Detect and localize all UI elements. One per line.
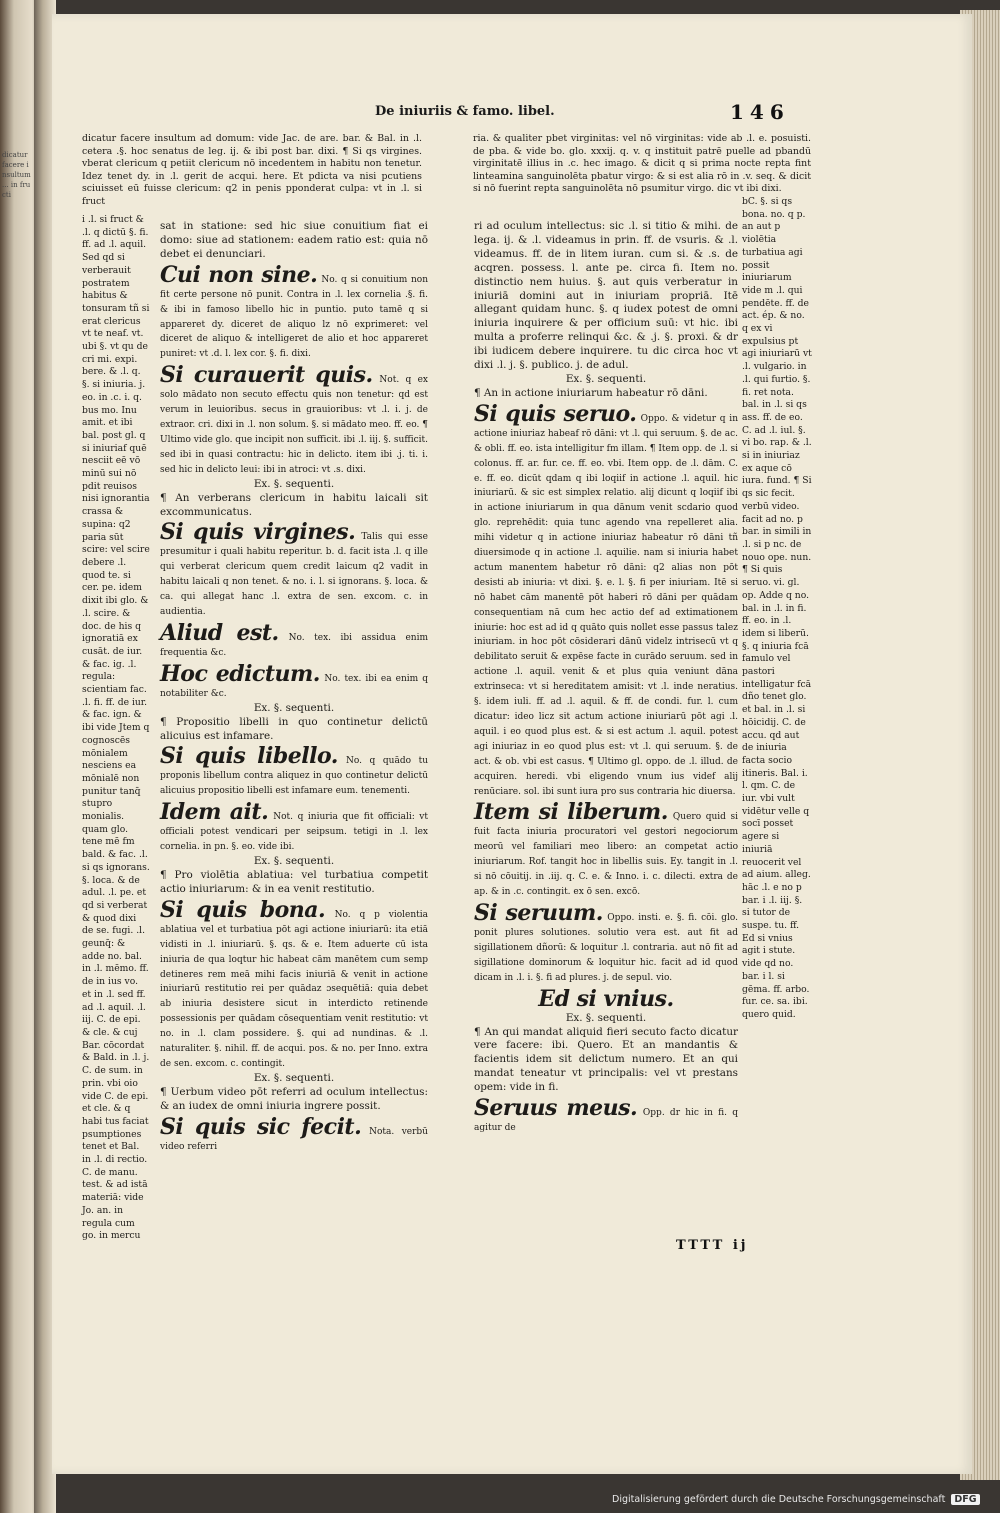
section-reference: Ex. §. sequenti. bbox=[565, 372, 647, 385]
col1-paragraph: Talis qui esse presumitur i quali habitu reperitur. b. d. facit ista .l. q ille qui verberat clericum quem credit laicum q2 vadit in habitu laicali q non tenet. & no. i. l. si ignorans. §. loca. & ca. qui allegat hanc .l. extra de sen. excom. c. in audientia. bbox=[160, 532, 428, 618]
col1-summary: ¶ Pro violētia ablatiua: vel turbatiua competit actio iniuriarum: & in ea venit restitutio. bbox=[160, 869, 428, 895]
col2-paragraph: Quero quid si fuit facta iniuria procuratori vel gestori negociorum meorū vel familiari meo libero: an competat actio iniuriarum. Rof. tangit hoc in libellis suis. Ey. tangit in .l. si nō cōuitij. in .iij. q. C. e. & Inno. i. c. dilecti. extra de ap. & in .c. contingit. ex ō sen. excō. bbox=[474, 812, 738, 898]
lemma-heading: Si quis sic fecit. bbox=[160, 1113, 362, 1140]
lemma-heading: Si quis virgines. bbox=[160, 519, 356, 546]
lemma-heading: Seruus meus. bbox=[474, 1095, 638, 1122]
section-reference: Ex. §. sequenti. bbox=[253, 477, 335, 490]
left-margin-notes bbox=[82, 214, 150, 1243]
col1-paragraph: No. q si conuitium non fit certe persone nō punit. Contra in .l. lex cornelia .§. fi. & ibi in famoso libello hic in puntio. puto tamē q si appareret dy. diceret de aliquo lz nō exprimeret: vel diceret de aliquo & intelligeret de alio et hoc appareret puniret: vt .d. l. lex cor. §. fi. dixi. bbox=[160, 274, 428, 360]
col1-paragraph: Not. q ex solo mādato non secuto effectu quis non tenetur: qd est verum in leuioribus. secus in grauioribus: vt .l. i. j. de extraor. cri. dixi in .l. non solum. §. si mādato meo. ff. eo. ¶ Ultimo vide glo. que incipit non sufficit. ibi .l. iij. §. sufficit. sed ibi in quasi contractu: hic in delicto. item ibi .j. ti. i. sed hic in delicto leui: ibi in atroci: vt .s. dixi. bbox=[160, 375, 428, 475]
running-head: De iniuriis & famo. libel. bbox=[375, 104, 555, 119]
digitization-footer bbox=[612, 1494, 980, 1505]
col1-summary: ¶ Uerbum video pōt referri ad oculum intellectus: & an iudex de omni iniuria ingrere possit. bbox=[160, 1085, 428, 1112]
col1-paragraph: Nota. verbū video referri bbox=[160, 1126, 428, 1152]
lemma-heading: Idem ait. bbox=[160, 799, 269, 826]
col2-summary: ¶ An qui mandat aliquid fieri secuto facto dicatur vere facere: ibi. Quero. Et an mandantis & facientis idem sit delictum numero. Et an qui mandat teneatur vt principalis: vel vt prestans opem: vide in fi. bbox=[474, 1025, 738, 1094]
lemma-heading: Cui non sine. bbox=[160, 261, 318, 288]
footer-credit-text: Digitalisierung gefördert durch die Deutsche Forschungsgemeinschaft bbox=[612, 1494, 946, 1505]
lemma-heading: Aliud est. bbox=[160, 619, 279, 646]
right-margin-text: bC. §. si qs bona. no. q p. an aut p violētia turbatiua agi possit iniuriarum vide m .l. qui pendēte. ff. de act. ép. & no. q ex vi expulsius pt agi iniuriarū vt .l. vulgario. in .l. qui furtio. §. fi. ret nota. bal. in .l. si qs ass. ff. de eo. C. ad .l. iul. §. vi bo. rap. & .l. si in iniuriaz ex aque cō iura. fund. ¶ Si qs sic fecit. verbū video. facit ad no. p bar. in simili in .l. si p nc. de nouo ope. nun. ¶ Si quis seruo. vi. gl. op. Adde q no. bal. in .l. in fi. ff. eo. in .l. idem si liberū. §. q iniuria fcā famulo vel pastori intelligatur fcā dño tenet glo. et bal. in .l. si hōicidij. C. de accu. qd aut de iniuria facta socio itineris. Bal. i. l. qm. C. de iur. vbi vult vidētur velle q socī posset agere si iniuriā reuocerit vel ad aium. alleg. hāc .l. e no p bar. i .l. iij. §. si tutor de suspe. tu. ff. Ed si vnius agit i stute. vide qd no. bar. i l. si gēma. ff. arbo. fur. ce. sa. ibi. quero quid. bbox=[742, 196, 812, 1020]
col1-paragraph: Not. q iniuria que fit officiali: vt officiali potest vendicari per seipsum. tetigi in .l. lex cornelia. in pn. §. eo. vide ibi. bbox=[160, 812, 429, 853]
lemma-heading: Ed si vnius. bbox=[538, 985, 674, 1012]
lemma-heading: Si quis libello. bbox=[160, 743, 338, 770]
left-margin-text: i .l. si fruct & .l. q dictū §. fi. ff. ad .l. aquil. Sed qd si verberauit postratem habitus & tonsuram tñ si erat clericus vt te neaf. vt. ubi §. vt qu de cri mi. expi. bere. & .l. q. §. si iniuria. j. eo. in .c. i. q. bus mo. Inu amit. et ibi bal. post gl. q si iniuriaf quē nesciit eē vō minū sui nō pdit reuisos nisi ignorantia crassa & supina: q2 paria sūt scire: vel scire debere .l. quod te. si cer. pe. idem dixit ibi glo. & .l. scire. & doc. de his q ignoratiā ex cusāt. de iur. & fac. ig. .l. regula: scientiam fac. .l. fi. ff. de iur. & fac. ign. & ibi vide Jtem q cognoscēs mōnialem nesciens ea mōnialē non punitur tanq̄ stupro monialis. quam glo. tene mē fm bald. & fac. .l. si qs ignorans. §. loca. & de adul. .l. pe. et qd si verberat & quod dixi de se. fugi. .l. geunq̄: & adde no. bal. in .l. mēmo. ff. de in ius vo. et in .l. sed ff. ad .l. aquil. .l. iij. C. de epi. & cle. & cuj Bar. cōcordat & Bald. in .l. j. C. de sum. in prin. vbi oio vide C. de epi. et cle. & q habi tus faciat psumptiones tenet et Bal. in .l. di rectio. C. de manu. test. & ad istā materiā: vide Jo. an. in regula cum go. in mercu bbox=[82, 214, 150, 1242]
section-reference: Ex. §. sequenti. bbox=[253, 855, 335, 868]
lemma-heading: Si curauerit quis. bbox=[160, 362, 373, 389]
col1-summary: ¶ An verberans clericum in habitu laicali sit excommunicatus. bbox=[160, 491, 428, 518]
lemma-heading: Item si liberum. bbox=[474, 799, 668, 826]
section-reference: Ex. §. sequenti. bbox=[253, 701, 335, 714]
lemma-heading: Si seruum. bbox=[474, 899, 603, 926]
lemma-heading: Si quis seruo. bbox=[474, 400, 637, 427]
top-left-gloss-text: dicatur facere insultum ad domum: vide Jac. de are. bar. & Bal. in .l. cetera .§. hoc senatus de leg. ij. & ibi post bar. dixi. ¶ Si qs virgines. vberat clericum q petiit clericum nō incedentem in habitu non tenetur. Idez tenet dy. in .l. gerit de acqui. here. Et pdicta va nisi pcutiens sciuisset eū fuisse clericum: q2 in penis pponderat culpa: vt in .l. si fruct bbox=[82, 133, 422, 207]
section-reference: Ex. §. sequenti. bbox=[565, 1011, 647, 1024]
col1-paragraph: No. q p violentia ablatiua vel et turbatiua pōt agi actione iniuriarū: ita etiā vidisti in .l. iniuriarū. §. qs. & e. Item aduerte cū ista iniuria de qua loqtur hic habeat cām manētem cum semp detineres rem meā mihi facis iniuriā & venit in actione iniuriarū restitutio rei per quādaz ɔsequētiā: quia debet ab iniuria desistere sicut in interdicto retinende possessionis per quādam cōsequentiam venit restitutio: vt no. in .l. clam possidere. §. qui ad nundinas. & .l. naturaliter. §. nihil. ff. de acqui. pos. & no. per Inno. extra de sen. excom. c. contingit. bbox=[160, 909, 428, 1069]
left-page-text-fragment: dicatur facere insultum ... in fructi bbox=[2, 151, 31, 199]
col2-paragraph: Oppo. insti. e. §. fi. cōi. glo. ponit plures solutiones. solutio vera est. aut fit ad sigillationem dñorū: & loquitur .l. contraria. aut nō fit ad sigillatione dominorum & loquitur hic. facit ad id quod dicam in .l. i. §. fi ad plures. j. de sepul. vio. bbox=[474, 912, 738, 983]
top-right-gloss-text: ria. & qualiter pbet virginitas: vel nō virginitas: vide ab .l. e. posuisti. de pba. & vide bo. glo. xxxij. q. v. q instituit patrē puelle ad pbandū virginitatē illius in .c. hec imago. & dicit q si prima nocte repta fint linteamina sanguinolēta pbatur virgo: & si est alia rō in .v. seq. & dicit si nō fuerint repta sanguinolēta nō psumitur virgo. dic vt ibi dixi. bbox=[473, 133, 811, 195]
col2-paragraph: ri ad oculum intellectus: sic .l. si titio & mihi. de lega. ij. & .l. videamus in prin. ff. de vsuris. & .l. videamus. ff. de in litem iuran. cum si. & .s. de acqren. possess. l. ante pe. circa fi. Item no. distinctio nem huius. §. aut quis verberatur in iniuriā domini aut in iniuriam propriā. Itē allegant quidam hunc. §. q iudex potest de omni iniuria inquirere & per officium suū: vt hic. ibi multa a proferre relinqui &c. & .j. §. proxi. & dr ibi iudicem debere inquirere. tu dic circa hoc vt dixi .l. j. §. publico. j. de adul. bbox=[474, 220, 738, 372]
top-left-gloss bbox=[82, 133, 422, 209]
col1-paragraph: No. q quādo tu proponis libellum contra aliquez in quo continetur delictū alicuius propositio libelli est infamare eum. tenementi. bbox=[160, 756, 428, 797]
col2-summary: ¶ An in actione iniuriarum habeatur rō dāni. bbox=[474, 386, 708, 399]
col1-paragraph: No. tex. ibi ea enim q notabiliter &c. bbox=[160, 673, 428, 699]
col2-paragraph: Oppo. & videtur q in actione iniuriaz habeaf rō dāni: vt .l. qui seruum. §. de ac. & obli. ff. eo. ista intelligitur fm illam. ¶ Item opp. de .l. si colonus. ff. ar. fur. ce. ff. eo. vbi. Item opp. de .l. dām. C. e. ff. eo. dicūt qdam q ibi loqiif in actione .l. aquil. hic iniuriarū. & sic est simplex relatio. alij dicunt q loqiif ibi in actione iniuriarum in qua dānum venit scdario quod glo. reprehēdit: quia tunc agendo vna repelleret alia. mihi videtur q in actione iniuriaz habeatur rō dāni tñ diuersimode q in actione .l. aquilie. nam si iniuria habet actum manentem habetur rō dāni: q2 alias non pōt desisti ab iniuria: vt dixi. §. e. l. §. fi per iniuriam. Itē si nō habet cām manentē pōt haberi rō dāni per quādam consequentiam nā cum hec actio def ad extimationem iniurie: hoc est ad id q quāto quis nollet esse passus talez iniuriam. in hoc pōt cōsiderari dānū videlz intrisecū vt q debilitato seruit & expēse facte in curādo seruum. sed in actione .l. aquil. venit & et plus quia veniunt dāna extrinseca: vt si hereditatem amisit: vt .l. inde neratius. §. idem iuli. ff. ad .l. aquil. & ff. de condi. fur. l. cum dicatur: ideo licz sit actum actione iniuriarū pōt agi .l. aquil. i eo quod plus est. & si est actum .l. aquil. potest agi iniuriaz in eo quod plus est: vt .l. qui seruum. §. de act. & ob. vbi est casus. ¶ Ultimo gl. oppo. de .l. illud. de acquiren. heredi. vbi eligendo vnum ius videf alij renūciare. sol. ibi sunt iura pro sus contraria hic diuersa. bbox=[474, 413, 738, 797]
col1-paragraph: No. tex. ibi assidua enim frequentia &c. bbox=[160, 632, 428, 658]
right-margin-notes bbox=[742, 196, 812, 1022]
dfg-logo: DFG bbox=[951, 1494, 979, 1505]
col1-summary: ¶ Propositio libelli in quo continetur delictū alicuius est infamare. bbox=[160, 715, 428, 742]
signature-mark: TTTT ij bbox=[676, 1238, 749, 1253]
gloss-column-1 bbox=[160, 220, 428, 1155]
col1-paragraph: sat in statione: sed hic siue conuitium fiat ei domo: siue ad stationem: eadem ratio est: quia nō debet ei denunciari. bbox=[160, 220, 428, 260]
folio-number: 146 bbox=[730, 100, 790, 124]
gloss-column-2 bbox=[474, 220, 738, 1136]
section-reference: Ex. §. sequenti. bbox=[253, 1071, 335, 1084]
top-right-gloss bbox=[473, 133, 811, 196]
lemma-heading: Si quis bona. bbox=[160, 896, 326, 923]
col2-paragraph: Opp. dr hic in fi. q agitur de bbox=[474, 1108, 738, 1134]
lemma-heading: Hoc edictum. bbox=[160, 660, 320, 687]
